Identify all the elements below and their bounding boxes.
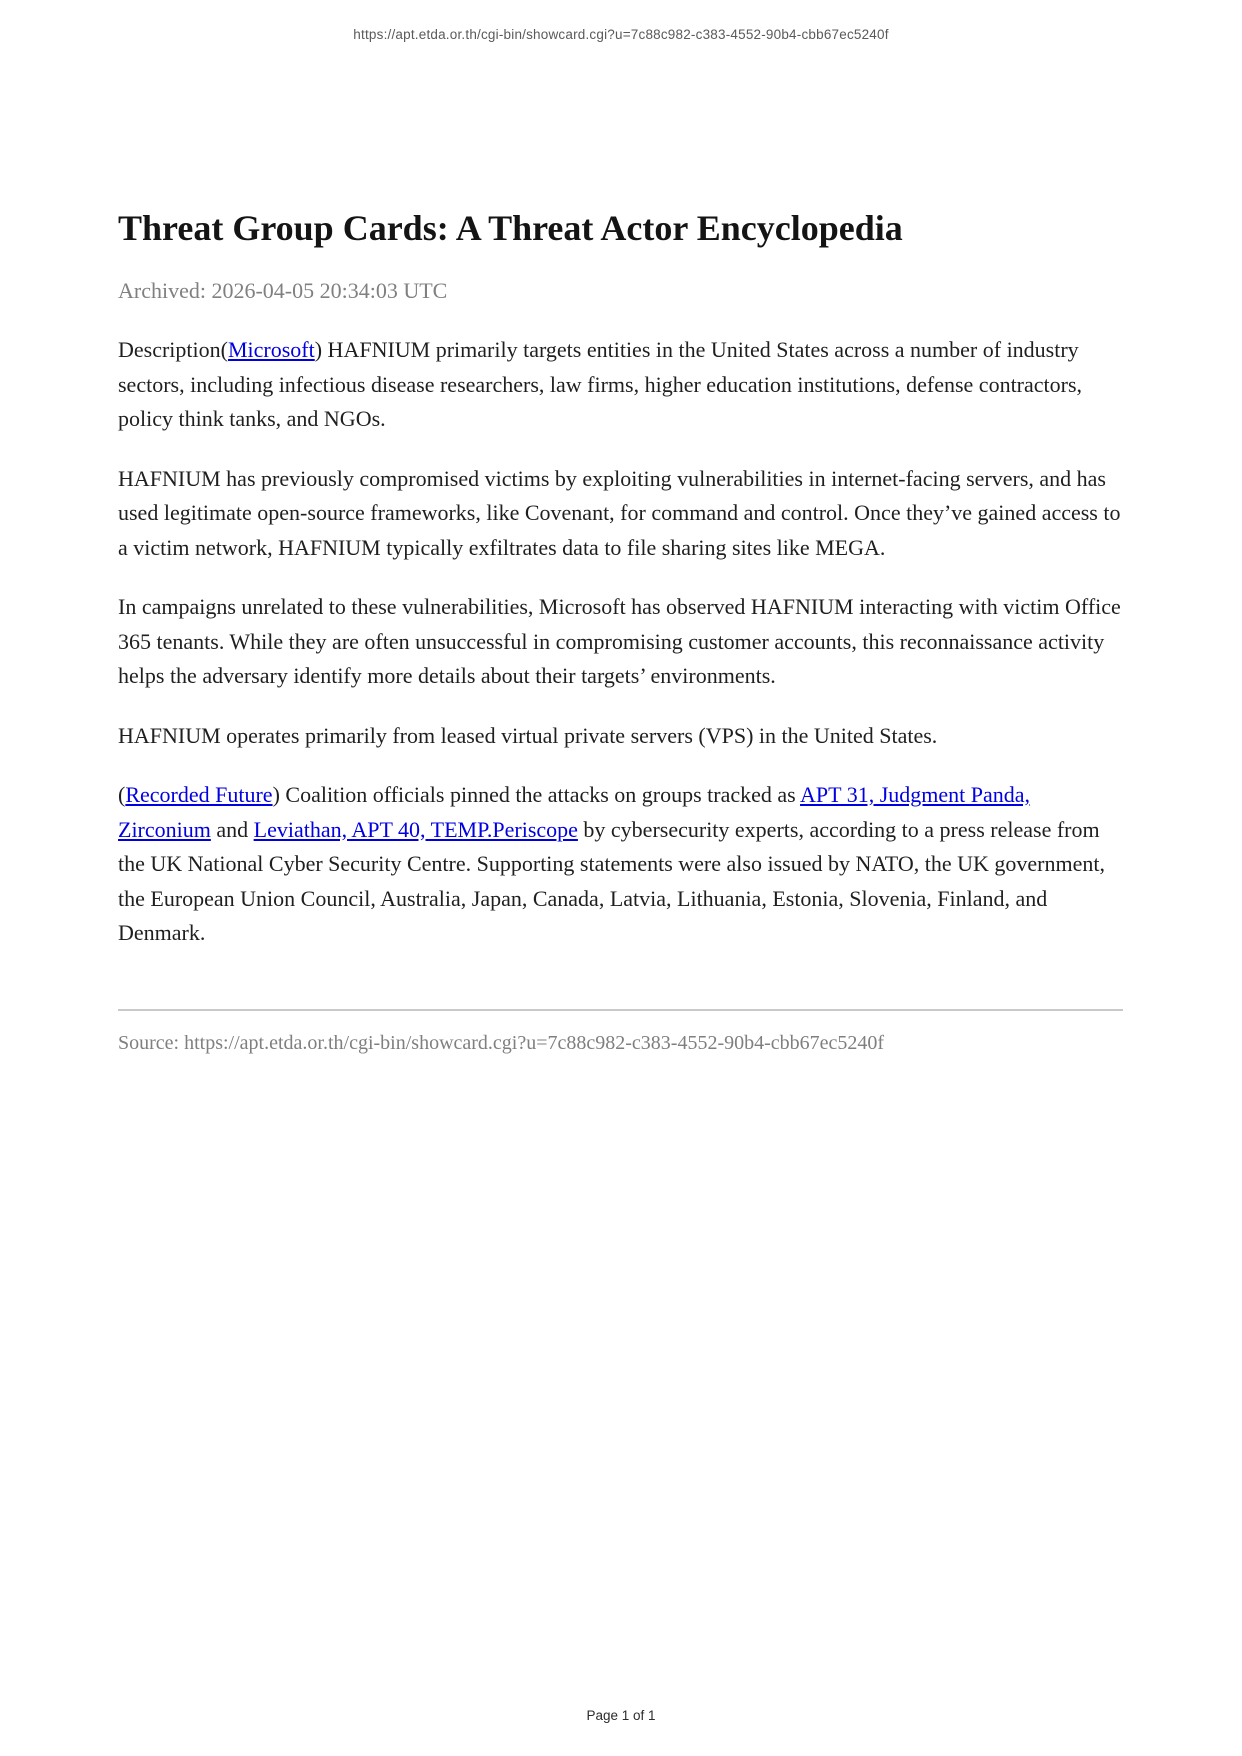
- article: [118, 0, 1123, 1057]
- inline-link[interactable]: Microsoft: [227, 337, 315, 362]
- paragraph-text: Description(: [118, 337, 228, 362]
- paragraph-text: and: [210, 816, 254, 842]
- page-number: Page 1 of 1: [586, 1708, 656, 1723]
- archived-timestamp: Archived: 2026-04-05 20:34:03 UTC: [118, 278, 448, 303]
- paragraph-text: In campaigns unrelated to these vulnerabilities, Microsoft has observed HAFNIUM interacting with victim Office 365 tenants. While they are often unsuccessful in compromising customer accounts, this reconnaissance activity helps the adversary identify more details about their targets’ environments.: [118, 594, 1121, 688]
- paragraph-text: HAFNIUM operates primarily from leased virtual private servers (VPS) in the United States.: [118, 722, 938, 748]
- inline-link[interactable]: Leviathan, APT 40, TEMP.Periscope: [253, 816, 578, 842]
- inline-link[interactable]: Recorded Future: [125, 782, 273, 807]
- paragraph: [118, 778, 1123, 951]
- inline-link[interactable]: APT 31, Judgment Panda, Zirconium: [118, 782, 1031, 842]
- paragraph-text: (: [118, 782, 126, 807]
- paragraph: [118, 719, 1123, 754]
- paragraph-text: by cybersecurity experts, according to a press release from the UK National Cyber Security Centre. Supporting statements were also issued by NATO, the UK government, the European Union Council, Australia, Japan, Canada, Latvia, Lithuania, Estonia, Slovenia, Finland, and Denmark.: [118, 816, 1105, 945]
- source-line: Source: https://apt.etda.or.th/cgi-bin/showcard.cgi?u=7c88c982-c383-4552-90b4-cbb67ec5240f: [118, 1031, 885, 1054]
- paragraph-text: ) HAFNIUM primarily targets entities in the United States across a number of industry sectors, including infectious disease researchers, law firms, higher education institutions, defense contractors, policy think tanks, and NGOs.: [118, 337, 1083, 431]
- page-title: Threat Group Cards: A Threat Actor Encyclopedia: [118, 208, 903, 248]
- print-header-url: https://apt.etda.or.th/cgi-bin/showcard.cgi?u=7c88c982-c383-4552-90b4-cbb67ec5240f: [353, 27, 889, 42]
- paragraph-text: ) Coalition officials pinned the attacks on groups tracked as: [272, 782, 801, 807]
- paragraph: [118, 590, 1123, 694]
- paragraph: [118, 333, 1123, 437]
- article-body: [118, 333, 1123, 951]
- paragraph: [118, 462, 1123, 566]
- divider: [118, 1009, 1123, 1011]
- paragraph-text: HAFNIUM has previously compromised victims by exploiting vulnerabilities in internet-facing servers, and has used legitimate open-source frameworks, like Covenant, for command and control. Once they’ve gained access to a victim network, HAFNIUM typically exfiltrates data to file sharing sites like MEGA.: [118, 465, 1121, 560]
